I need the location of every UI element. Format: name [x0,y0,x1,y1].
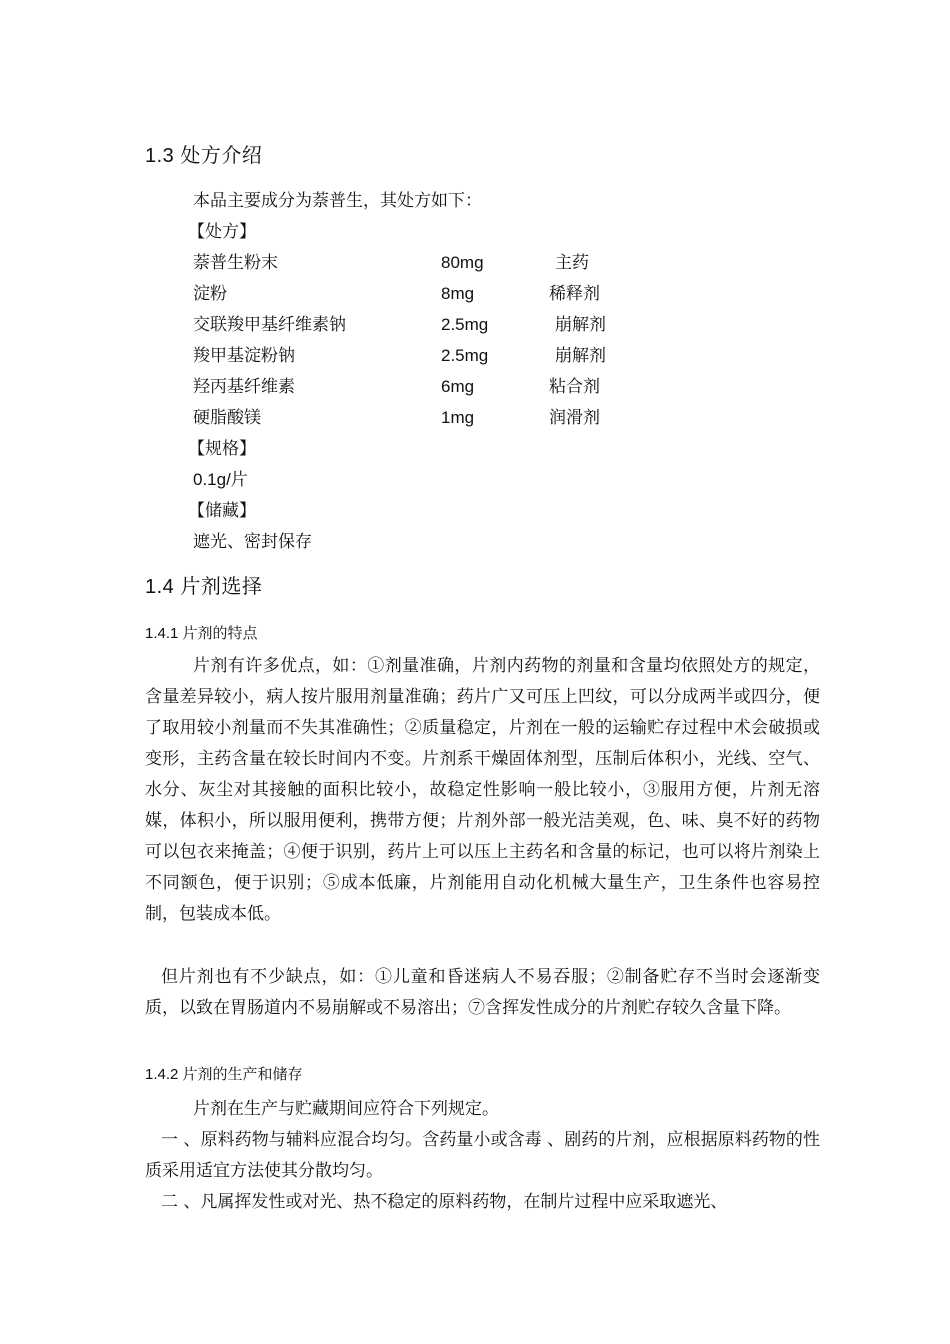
paragraph-advantages: 片剂有许多优点，如：①剂量准确，片剂内药物的剂量和含量均依照处方的规定，含量差异较小，病人按片服用剂量准确；药片广又可压上凹纹，可以分成两半或四分，便了取用较小剂量而不失其准确性；②质量稳定，片剂在一般的运输贮存过程中术会破损或变形，主药含量在较长时间内不变。片剂系干燥固体剂型，压制后体积小，光线、空气、水分、灰尘对其接触的面积比较小，故稳定性影响一般比较小，③服用方便，片剂无溶媒，体积小，所以服用便利，携带方便；片剂外部一般光洁美观，色、味、臭不好的药物可以包衣来掩盖；④便于识别，药片上可以压上主药名和含量的标记，也可以将片剂染上不同额色，便于识别；⑤成本低廉，片剂能用自动化机械大量生产，卫生条件也容易控制，包装成本低。 [145,656,820,924]
spec-label: 【规格】 [188,439,256,459]
section-heading-1-3: 1.3 处方介绍 [145,145,263,167]
ingredient-name: 交联羧甲基纤维素钠 [193,315,346,335]
formula-row [193,406,693,430]
ingredient-name: 羧甲基淀粉钠 [193,346,295,366]
ingredient-name: 淀粉 [193,284,227,304]
ingredient-role: 主药 [555,253,589,273]
paragraph-rule-2: 二 、凡属挥发性或对光、热不稳定的原料药物，在制片过程中应采取遮光、 [161,1192,728,1212]
ingredient-amount: 8mg [441,284,475,303]
formula-intro: 本品主要成分为萘普生，其处方如下： [193,191,482,211]
ingredient-amount: 2.5mg [441,346,489,365]
section-heading-1-4: 1.4 片剂选择 [145,576,263,598]
formula-row [193,375,693,399]
formula-row [193,282,693,306]
ingredient-amount: 1mg [441,408,475,427]
formula-row [193,313,693,337]
formula-label: 【处方】 [188,222,256,242]
paragraph-rule-1: 一 、原料药物与辅料应混合均匀。含药量小或含毒 、剧药的片剂，应根据原料药物的性质采用适宜方法使其分散均匀。 [145,1130,820,1181]
subsection-heading-1-4-1: 1.4.1 片剂的特点 [145,625,258,642]
ingredient-amount: 2.5mg [441,315,489,334]
ingredient-name: 萘普生粉末 [193,253,278,273]
paragraph-disadvantages: 但片剂也有不少缺点，如：①儿童和昏迷病人不易吞服；②制备贮存不当时会逐渐变质，以致在胃肠道内不易崩解或不易溶出；⑦含挥发性成分的片剂贮存较久含量下降。 [145,967,820,1018]
ingredient-role: 润滑剂 [549,408,600,428]
formula-row [193,251,693,275]
ingredient-role: 粘合剂 [549,377,600,397]
ingredient-name: 硬脂酸镁 [193,408,261,428]
ingredient-role: 稀释剂 [549,284,600,304]
storage-label: 【储藏】 [188,501,256,521]
formula-row [193,344,693,368]
paragraph-production-intro: 片剂在生产与贮藏期间应符合下列规定。 [193,1099,499,1119]
subsection-heading-1-4-2: 1.4.2 片剂的生产和储存 [145,1066,303,1083]
ingredient-amount: 6mg [441,377,475,396]
ingredient-role: 崩解剂 [555,315,606,335]
ingredient-role: 崩解剂 [555,346,606,366]
storage-value: 遮光、密封保存 [193,532,312,552]
ingredient-name: 羟丙基纤维素 [193,377,295,397]
ingredient-amount: 80mg [441,253,484,272]
spec-value: 0.1g/片 [193,470,248,489]
